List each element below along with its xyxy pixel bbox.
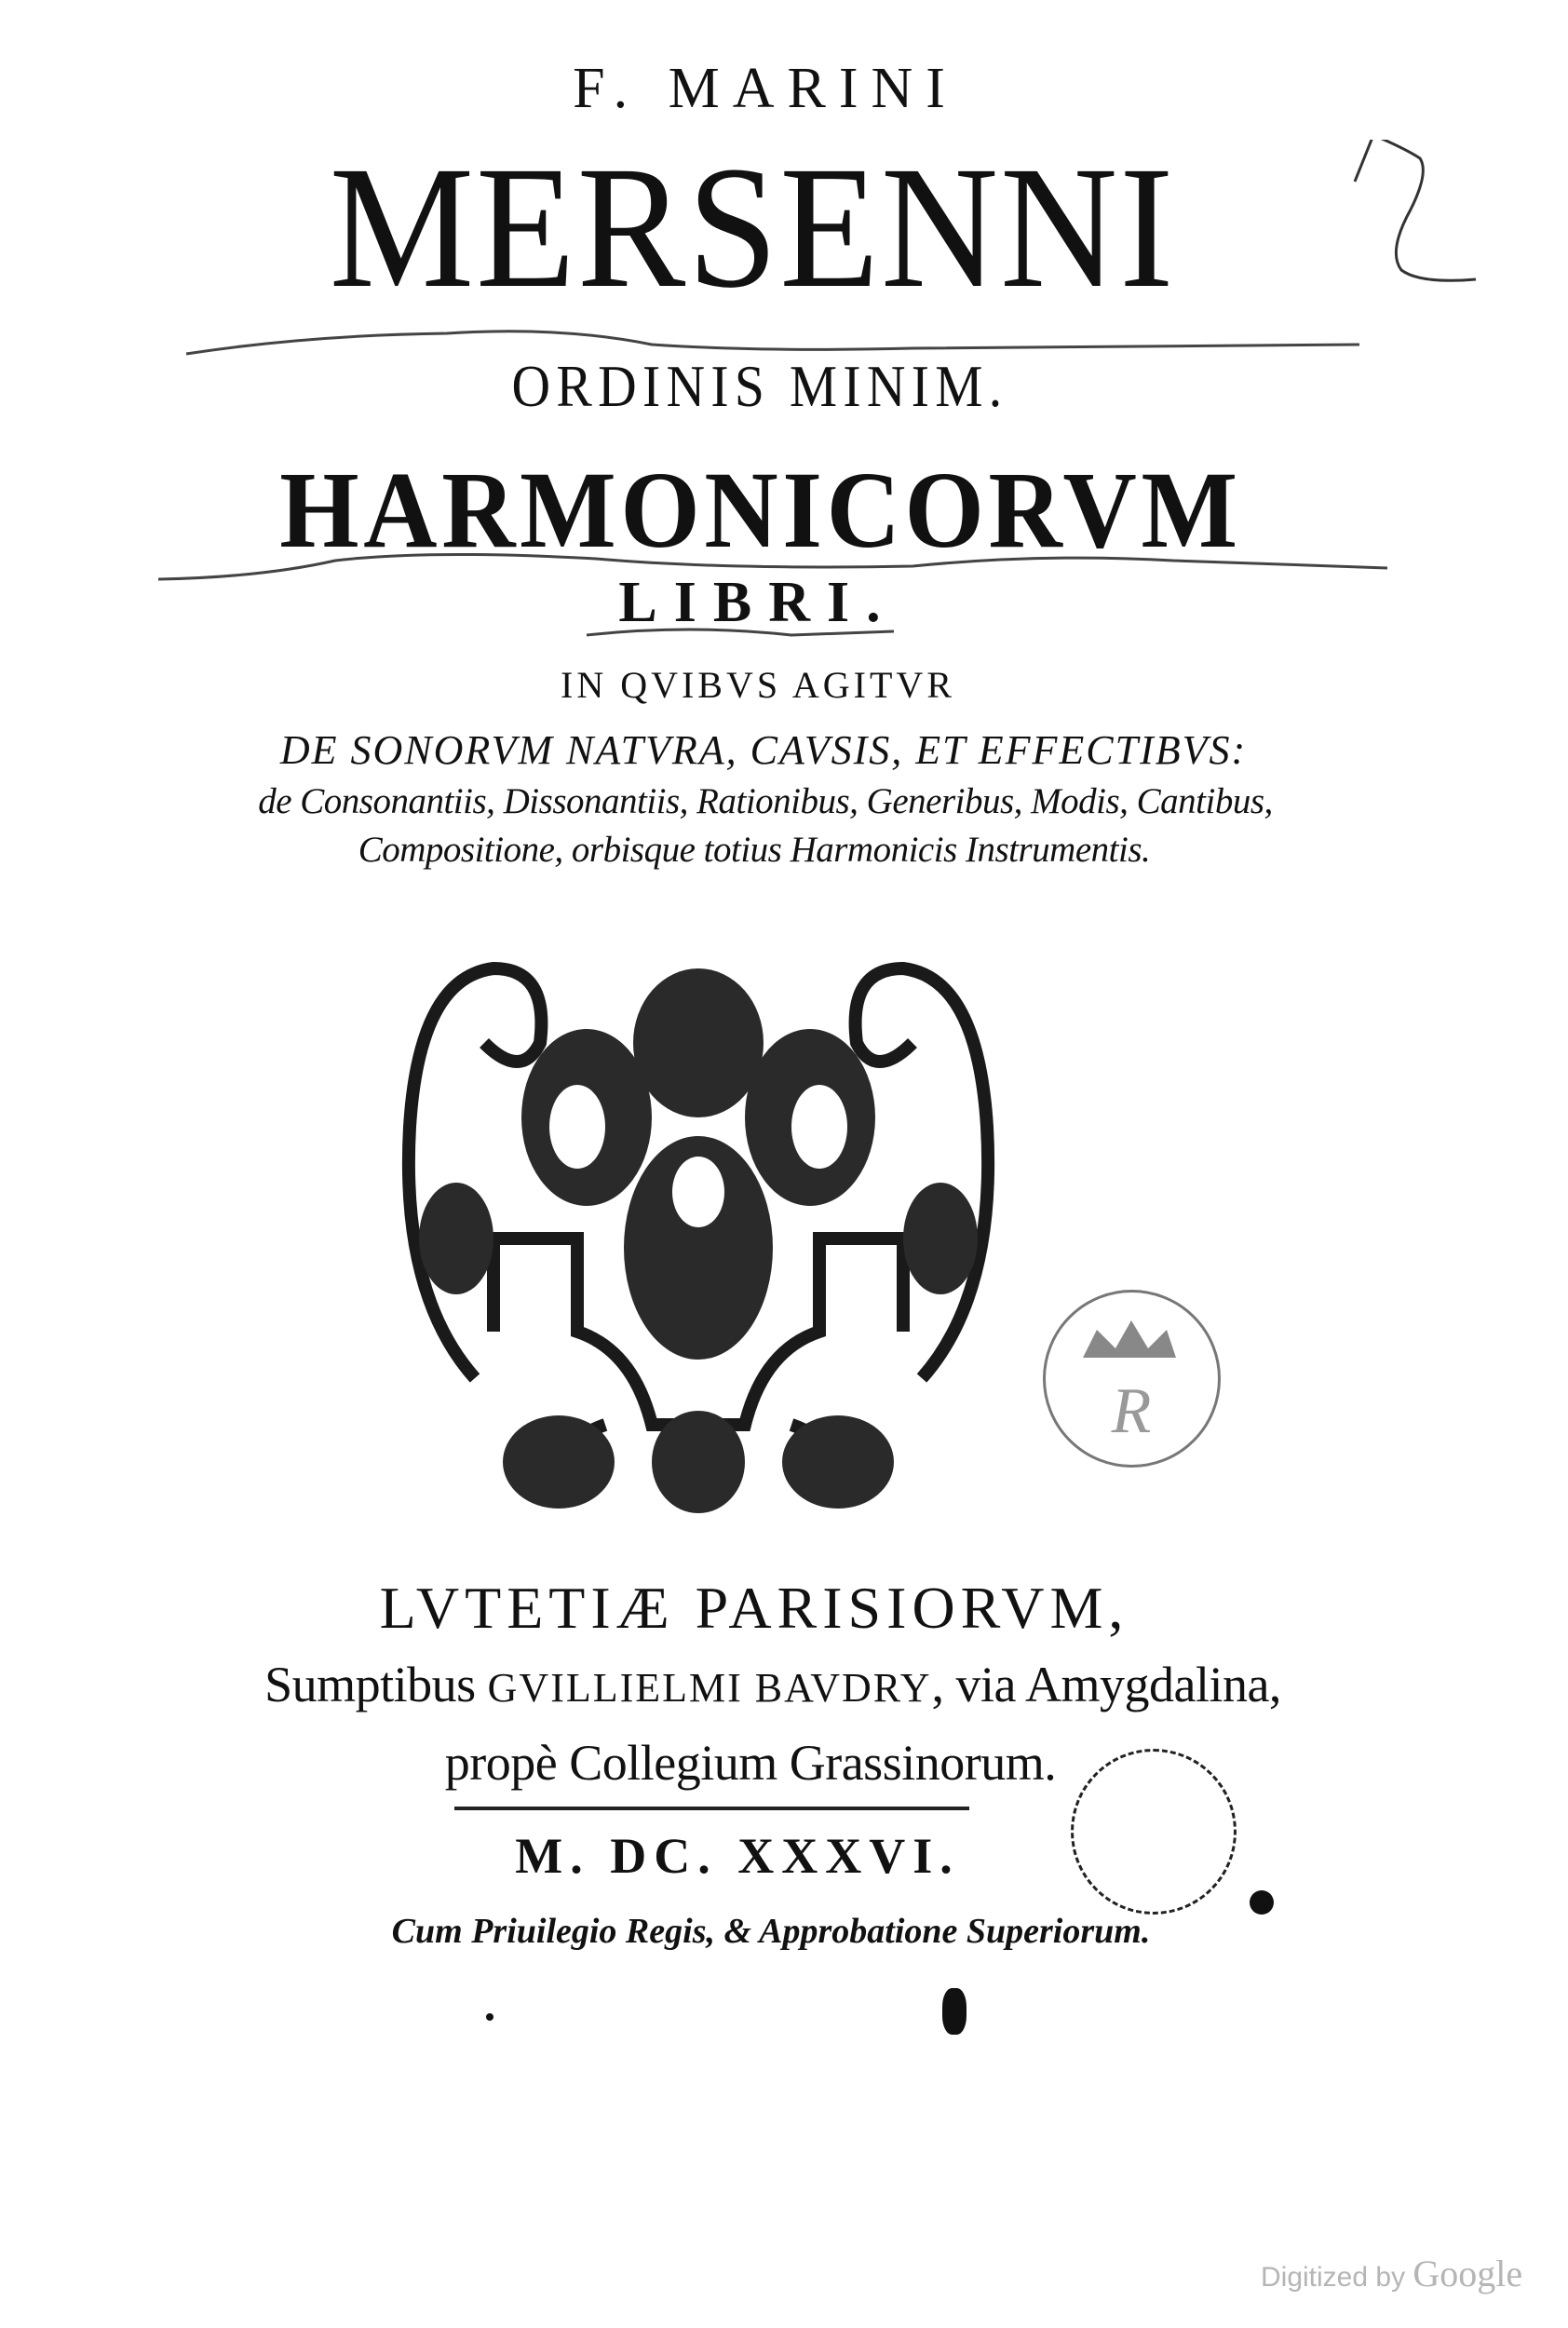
library-crown-stamp	[1043, 1290, 1221, 1468]
publisher-street: , via Amygdalina,	[931, 1657, 1281, 1712]
libri-label: LIBRI.	[618, 571, 898, 634]
digitized-by-google-watermark	[1261, 2252, 1522, 2295]
printers-ornament-woodcut	[391, 941, 1006, 1518]
bibliotheque-nationale-stamp	[1071, 1749, 1237, 1915]
imprint-address: propè Collegium Grassinorum.	[444, 1735, 1057, 1791]
in-quibus-agitur: IN QVIBVS AGITVR	[561, 664, 955, 706]
imprint-publisher	[0, 1656, 1557, 1713]
author-name: MERSENNI	[329, 129, 1176, 324]
author-prefix: F. MARINI	[573, 57, 958, 120]
book-title: HARMONICORVM	[279, 449, 1242, 571]
horizontal-rule	[454, 1807, 969, 1810]
ink-blot	[1250, 1890, 1274, 1915]
topics-line-2: Compositione, orbisque totius Harmonicis Instrumentis.	[358, 830, 1151, 870]
ink-speck	[486, 2013, 493, 2021]
religious-order: ORDINIS MINIM.	[511, 353, 1008, 419]
publication-date: M. DC. XXXVI.	[515, 1828, 960, 1884]
publisher-name: GVILLIELMI BAVDRY	[487, 1665, 932, 1711]
ink-blot	[942, 1988, 966, 2035]
watermark-prefix: Digitized by	[1261, 2262, 1413, 2293]
svg-text:R: R	[1111, 1375, 1152, 1447]
topics-line-1: de Consonantiis, Dissonantiis, Rationibus, Generibus, Modis, Cantibus,	[258, 781, 1273, 821]
imprint-place: LVTETIÆ PARISIORVM,	[379, 1575, 1129, 1641]
subject-line: DE SONORVM NATVRA, CAVSIS, ET EFFECTIBVS:	[279, 727, 1248, 773]
google-brand: Google	[1413, 2253, 1523, 2294]
decorative-flourish-rule	[577, 624, 950, 643]
royal-privilege: Cum Priuilegio Regis, & Approbatione Superiorum.	[391, 1912, 1151, 1951]
publisher-prefix: Sumptibus	[264, 1657, 488, 1712]
